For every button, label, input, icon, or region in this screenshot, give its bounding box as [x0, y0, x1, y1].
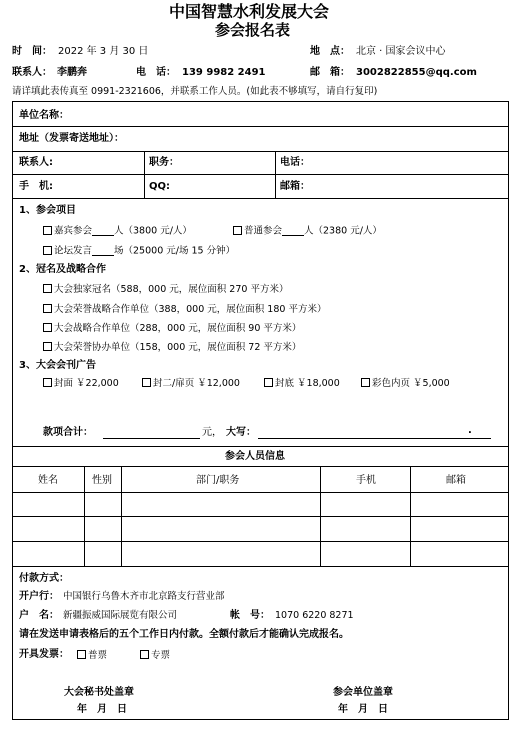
organizer-phone-value: 139 9982 2491	[182, 67, 266, 78]
invoice-normal-option[interactable]	[77, 650, 107, 661]
account-number-label: 帐 号：	[230, 610, 270, 621]
normal-count-blank[interactable]	[282, 225, 304, 236]
invoice-normal-label: 普票	[88, 650, 108, 661]
address-label: 地址（发票寄送地址）：	[19, 133, 124, 144]
ad-option[interactable]	[361, 378, 450, 389]
invoice-special-option[interactable]	[140, 650, 170, 661]
checkbox[interactable]	[140, 650, 149, 659]
column-header-email: 邮箱	[446, 475, 466, 486]
vip-price: 人（3800 元/人）	[114, 225, 192, 237]
total-label: 款项合计：	[43, 427, 93, 438]
ads-heading: 3、大会会刊广告	[19, 360, 96, 371]
sponsor-label: 大会独家冠名（588，000 元，展位面积 270 平方米）	[54, 284, 289, 295]
ad-label: 封底 ￥18,000	[275, 378, 340, 389]
normal-label: 普通参会	[244, 225, 283, 237]
divider	[275, 151, 276, 198]
sponsor-option[interactable]	[43, 342, 301, 353]
attendee-stamp-label: 参会单位盖章	[333, 687, 393, 698]
column-divider	[320, 466, 321, 567]
checkbox[interactable]	[233, 226, 242, 235]
checkbox[interactable]	[361, 378, 370, 387]
page-subtitle: 参会报名表	[215, 21, 291, 39]
sponsor-option[interactable]	[43, 284, 288, 295]
checkbox[interactable]	[43, 246, 52, 255]
contact-label: 联系人:	[19, 157, 53, 168]
forum-price: 场（25000 元/场 15 分钟）	[114, 245, 236, 257]
organizer-email-label: 邮 箱：	[310, 67, 350, 78]
bank-label: 开户行：	[19, 591, 59, 602]
ad-label: 封二/扉页 ￥12,000	[153, 378, 240, 389]
secretariat-stamp-date: 年 月 日	[77, 704, 127, 715]
checkbox[interactable]	[142, 378, 151, 387]
divider	[12, 492, 508, 493]
attendees-heading: 参会人员信息	[225, 451, 285, 462]
vip-count-blank[interactable]	[92, 225, 114, 236]
phone-label: 电话：	[280, 157, 310, 168]
organizer-email-value: 3002822855@qq.com	[356, 67, 477, 78]
email-label: 邮箱：	[280, 181, 310, 192]
sponsor-option[interactable]	[43, 304, 326, 315]
vip-attendance-option[interactable]	[43, 225, 192, 236]
sponsor-label: 大会荣誉战略合作单位（388，000 元，展位面积 180 平方米）	[54, 304, 327, 315]
table-row	[12, 566, 508, 567]
form-bottom-border	[12, 719, 509, 720]
payment-heading: 付款方式：	[19, 573, 69, 584]
form-left-border	[12, 101, 13, 719]
ad-label: 封面 ￥22,000	[54, 378, 119, 389]
sponsor-heading: 2、冠名及战略合作	[19, 264, 106, 275]
checkbox[interactable]	[264, 378, 273, 387]
ad-option[interactable]	[142, 378, 240, 389]
column-header-gender: 性别	[92, 475, 112, 486]
mobile-label: 手 机:	[19, 181, 53, 192]
normal-price: 人（2380 元/人）	[304, 225, 382, 237]
column-divider	[410, 466, 411, 567]
checkbox[interactable]	[43, 342, 52, 351]
total-upper-label: 大写：	[226, 427, 256, 438]
sponsor-option[interactable]	[43, 323, 301, 334]
invoice-special-label: 专票	[151, 650, 171, 661]
secretariat-stamp-label: 大会秘书处盖章	[64, 687, 134, 698]
divider	[12, 198, 508, 199]
total-upper-blank[interactable]	[258, 438, 491, 439]
table-row	[12, 541, 508, 542]
divider	[12, 151, 508, 152]
sponsor-label: 大会战略合作单位（288，000 元，展位面积 90 平方米）	[54, 323, 302, 334]
bank-value: 中国银行乌鲁木齐市北京路支行营业部	[63, 591, 225, 602]
normal-attendance-option[interactable]	[233, 225, 382, 236]
total-amount-blank[interactable]	[103, 438, 200, 439]
checkbox[interactable]	[43, 226, 52, 235]
column-divider	[84, 466, 85, 567]
column-header-mobile: 手机	[356, 475, 376, 486]
account-number-value: 1070 6220 8271	[275, 610, 354, 621]
total-dot: .	[468, 425, 472, 436]
position-label: 职务：	[149, 157, 179, 168]
forum-speech-option[interactable]	[43, 245, 235, 256]
checkbox[interactable]	[43, 378, 52, 387]
column-header-name: 姓名	[38, 475, 58, 486]
account-name-value: 新疆振威国际展览有限公司	[63, 610, 178, 621]
forum-label: 论坛发言	[54, 245, 93, 257]
attendee-stamp-date: 年 月 日	[338, 704, 388, 715]
ad-option[interactable]	[43, 378, 119, 389]
column-header-dept: 部门/职务	[196, 475, 240, 486]
projects-heading: 1、参会项目	[19, 205, 76, 216]
form-top-border	[12, 101, 508, 102]
divider	[12, 466, 508, 467]
unit-name-label: 单位名称：	[19, 110, 69, 121]
forum-count-blank[interactable]	[92, 245, 114, 256]
checkbox[interactable]	[43, 323, 52, 332]
account-name-label: 户 名：	[19, 610, 59, 621]
place-label: 地 点：	[310, 46, 350, 57]
checkbox[interactable]	[43, 284, 52, 293]
ad-label: 彩色内页 ￥5,000	[372, 378, 450, 389]
ad-option[interactable]	[264, 378, 340, 389]
payment-notice: 请在发送申请表格后的五个工作日内付款。全额付款后才能确认完成报名。	[19, 629, 349, 640]
page-title: 中国智慧水利发展大会	[169, 2, 330, 21]
table-row	[12, 516, 508, 517]
column-divider	[121, 466, 122, 567]
organizer-phone-label: 电 话：	[136, 67, 176, 78]
time-label: 时 间：	[12, 46, 52, 57]
fax-instructions: 请详填此表传真至 0991-2321606，并联系工作人员。(如此表不够填写，请自行复印)	[12, 86, 378, 97]
divider	[144, 151, 145, 198]
organizer-contact-label: 联系人：	[12, 67, 52, 78]
qq-label: QQ:	[149, 181, 171, 192]
divider	[12, 126, 508, 127]
organizer-contact-value: 李鹏奔	[57, 67, 87, 78]
vip-label: 嘉宾参会	[54, 225, 93, 237]
checkbox[interactable]	[43, 304, 52, 313]
divider	[12, 174, 508, 175]
checkbox[interactable]	[77, 650, 86, 659]
total-yuan: 元，	[202, 427, 222, 438]
time-value: 2022 年 3 月 30 日	[58, 46, 149, 57]
sponsor-label: 大会荣誉协办单位（158，000 元，展位面积 72 平方米）	[54, 342, 302, 353]
place-value: 北京 · 国家会议中心	[356, 46, 446, 57]
form-right-border	[508, 101, 509, 719]
divider	[12, 446, 508, 447]
invoice-label: 开具发票：	[19, 649, 69, 660]
